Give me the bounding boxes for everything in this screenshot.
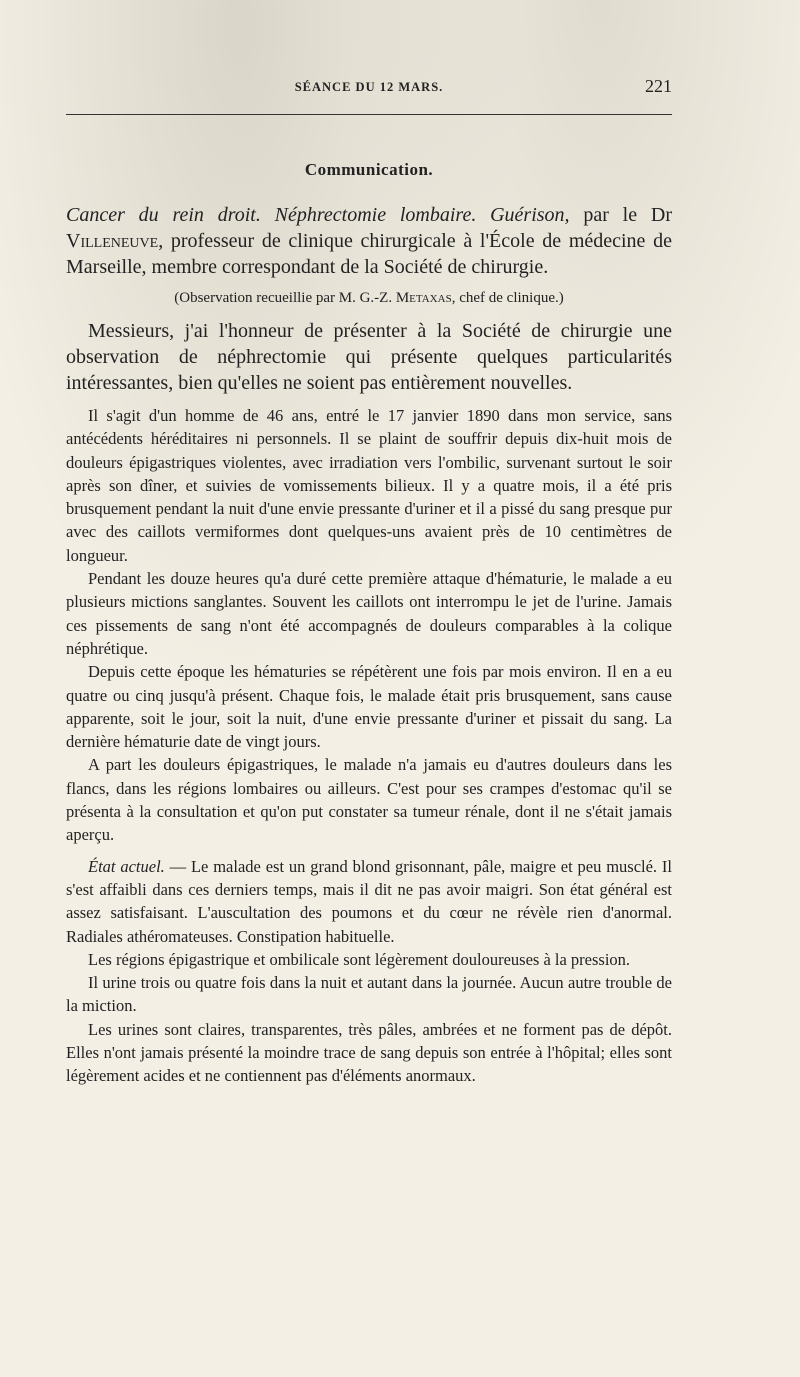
paragraph: Il s'agit d'un homme de 46 ans, entré le 17 janvier 1890 dans mon service, sans antécédents héréditaires ni personnels. Il se plaint de souffrir depuis dix-huit mois de douleurs épigastriques violentes, avec irradiation vers l'ombilic, survenant surtout le soir après son dîner, et suivies de vomissements bilieux. Il y a quatre mois, il a été pris brusquement pendant la nuit d'une envie pressante d'uriner et il a pissé du sang presque pur avec des caillots vermiformes dont quelques-uns avaient près de 10 centimètres de longueur. bbox=[66, 406, 672, 565]
page-header bbox=[66, 76, 672, 98]
observation-note-name: Metaxas bbox=[395, 290, 452, 306]
paragraph: Les régions épigastrique et ombilicale sont légèrement douloureuses à la pression. bbox=[88, 949, 631, 969]
author-name: Villeneuve bbox=[66, 230, 159, 252]
article-heading bbox=[66, 202, 672, 280]
etat-actuel-paragraph bbox=[66, 855, 672, 948]
header-rule bbox=[66, 114, 672, 115]
author-affiliation: , professeur de clinique chirurgicale à l'École de médecine de Marseille, membre correspondant de la Société de chirurgie. bbox=[66, 230, 672, 278]
paragraph: A part les douleurs épigastriques, le malade n'a jamais eu d'autres douleurs dans les flancs, dans les régions lombaires ou ailleurs. C'est pour ses crampes d'estomac qu'il se présenta à la consultation et qu'on put constater sa tumeur rénale, dont il ne s'était jamais aperçu. bbox=[66, 755, 672, 845]
author-prefix: Dr bbox=[650, 204, 672, 226]
paragraph: Il urine trois ou quatre fois dans la nuit et autant dans la journée. Aucun autre trouble de la miction. bbox=[66, 973, 672, 1016]
paragraph: Pendant les douze heures qu'a duré cette première attaque d'hématurie, le malade a eu plusieurs mictions sanglantes. Souvent les caillots ont interrompu le jet de l'urine. Jamais ces pissements de sang n'ont été accompagnés de douleurs comparables à la colique néphrétique. bbox=[66, 569, 672, 658]
running-head: SÉANCE DU 12 MARS. bbox=[294, 80, 444, 94]
article-title: Cancer du rein droit. Néphrectomie lombaire. Guérison, bbox=[66, 204, 570, 226]
paragraph: Les urines sont claires, transparentes, très pâles, ambrées et ne forment pas de dépôt. Elles n'ont jamais présenté la moindre trace de sang depuis son entrée à l'hôpital; elles sont légèrement acides et ne contiennent pas d'éléments anormaux. bbox=[66, 1019, 672, 1086]
observation-note-after: , chef de clinique.) bbox=[451, 290, 564, 306]
intro-paragraph: Messieurs, j'ai l'honneur de présenter à la Société de chirurgie une observation de néphrectomie qui présente quelques particularités intéressantes, bien qu'elles ne soient pas entièrement nouvelles. bbox=[66, 320, 672, 394]
etat-actuel-label: État actuel. bbox=[88, 856, 165, 876]
observation-note bbox=[66, 288, 672, 308]
observation-note-before: (Observation recueillie par M. G.-Z. bbox=[174, 290, 396, 306]
page-number: 221 bbox=[645, 76, 672, 96]
spacer bbox=[66, 847, 672, 855]
page-body bbox=[66, 160, 672, 1088]
section-title: Communication. bbox=[304, 160, 434, 179]
article-by: par le bbox=[569, 204, 651, 226]
paragraph: Depuis cette époque les hématuries se répétèrent une fois par mois environ. Il en a eu quatre ou cinq jusqu'à présent. Chaque fois, le malade était pris brusquement, sans cause apparente, soit le jour, soit la nuit, d'une envie pressante d'uriner et pissait du sang. La dernière hématurie date de vingt jours. bbox=[66, 662, 672, 752]
etat-actuel-text: — Le malade est un grand blond grisonnant, pâle, maigre et peu musclé. Il s'est affaibli dans ces derniers temps, mais il dit ne pas avoir maigri. Son état général est assez satisfaisant. L'auscultation des poumons et du cœur ne révèle rien d'anormal. Radiales athéromateuses. Constipation habituelle. bbox=[66, 856, 672, 946]
